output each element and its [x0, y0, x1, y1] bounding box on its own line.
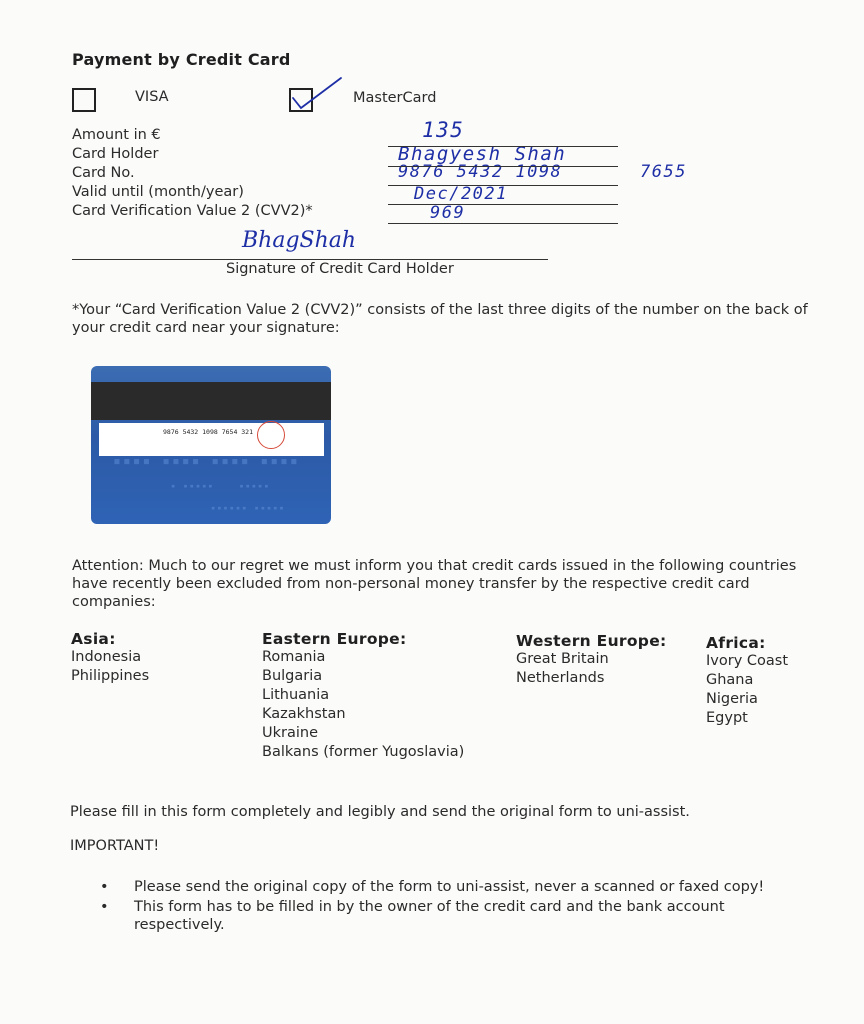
country: Balkans (former Yugoslavia) — [262, 744, 465, 760]
visa-label: VISA — [135, 89, 169, 105]
card-embossing: ▪▪▪▪ ▪▪▪▪ ▪▪▪▪ ▪▪▪▪ — [113, 454, 300, 469]
bullet-icon: • — [100, 879, 109, 895]
amount-value[interactable]: 135 — [422, 118, 465, 142]
valid-until-value[interactable]: Dec/2021 — [414, 184, 508, 204]
country: Netherlands — [516, 670, 605, 686]
region-africa — [706, 634, 788, 728]
region-heading: Africa: — [706, 634, 766, 652]
list-item — [100, 878, 800, 896]
card-embossing-small: ▪ ▪▪▪▪▪ ▪▪▪▪▪ — [171, 482, 271, 490]
amount-label: Amount in € — [72, 127, 161, 143]
list-item-text: This form has to be filled in by the owner of the credit card and the bank account respectively. — [134, 899, 725, 933]
region-asia — [71, 630, 149, 686]
cvv2-value[interactable]: 969 — [430, 203, 466, 223]
region-heading: Eastern Europe: — [262, 630, 407, 648]
list-item — [100, 898, 800, 934]
cvv2-line — [388, 223, 618, 224]
country: Egypt — [706, 710, 748, 726]
valid-until-label: Valid until (month/year) — [72, 184, 244, 200]
visa-checkbox[interactable] — [72, 88, 96, 112]
country: Ghana — [706, 672, 754, 688]
checkmark-icon — [287, 78, 357, 118]
card-back-number: 9876 5432 1098 7654 321 — [163, 428, 254, 436]
important-list — [100, 878, 800, 936]
mastercard-label: MasterCard — [353, 90, 437, 106]
cvv-highlight-circle — [257, 421, 285, 449]
country: Ukraine — [262, 725, 318, 741]
cvv2-label: Card Verification Value 2 (CVV2)* — [72, 203, 313, 219]
bullet-icon: • — [100, 899, 109, 915]
card-number-value[interactable]: 9876 5432 1098 — [398, 162, 563, 182]
country: Indonesia — [71, 649, 142, 665]
card-number-extra[interactable]: 7655 — [640, 162, 687, 182]
region-eastern-europe — [262, 630, 464, 762]
region-heading: Asia: — [71, 630, 116, 648]
card-holder-label: Card Holder — [72, 146, 159, 162]
amount-line — [388, 146, 618, 147]
important-label: IMPORTANT! — [70, 838, 160, 854]
card-holder-value[interactable]: Bhagyesh Shah — [398, 143, 567, 165]
attention-text: Attention: Much to our regret we must inform you that credit cards issued in the following countries have recently been excluded from non-personal money transfer by the respective credit card companies: — [72, 558, 797, 610]
card-embossing-small-2: ▪▪▪▪▪▪ ▪▪▪▪▪ — [211, 504, 286, 512]
card-number-label: Card No. — [72, 165, 135, 181]
country: Kazakhstan — [262, 706, 346, 722]
mastercard-checkbox[interactable] — [289, 88, 313, 112]
signature[interactable]: BhagShah — [242, 228, 357, 253]
instruction-text: Please fill in this form completely and legibly and send the original form to uni-assist. — [70, 804, 690, 820]
card-back-image — [91, 366, 331, 524]
country: Ivory Coast — [706, 653, 789, 669]
cvv-note: *Your “Card Verification Value 2 (CVV2)” consists of the last three digits of the number on the back of your credit card near your signature: — [72, 302, 808, 336]
signature-caption: Signature of Credit Card Holder — [226, 261, 454, 277]
country: Lithuania — [262, 687, 330, 703]
signature-line — [72, 259, 548, 260]
country: Nigeria — [706, 691, 758, 707]
form-title: Payment by Credit Card — [72, 50, 291, 69]
country: Philippines — [71, 668, 150, 684]
region-heading: Western Europe: — [516, 632, 667, 650]
country: Great Britain — [516, 651, 609, 667]
country: Bulgaria — [262, 668, 323, 684]
card-number-line — [388, 185, 618, 186]
list-item-text: Please send the original copy of the form to uni-assist, never a scanned or faxed copy! — [134, 879, 765, 895]
region-western-europe — [516, 632, 667, 688]
valid-until-line — [388, 204, 618, 205]
country: Romania — [262, 649, 326, 665]
magnetic-stripe — [91, 382, 331, 420]
card-holder-line — [388, 166, 618, 167]
